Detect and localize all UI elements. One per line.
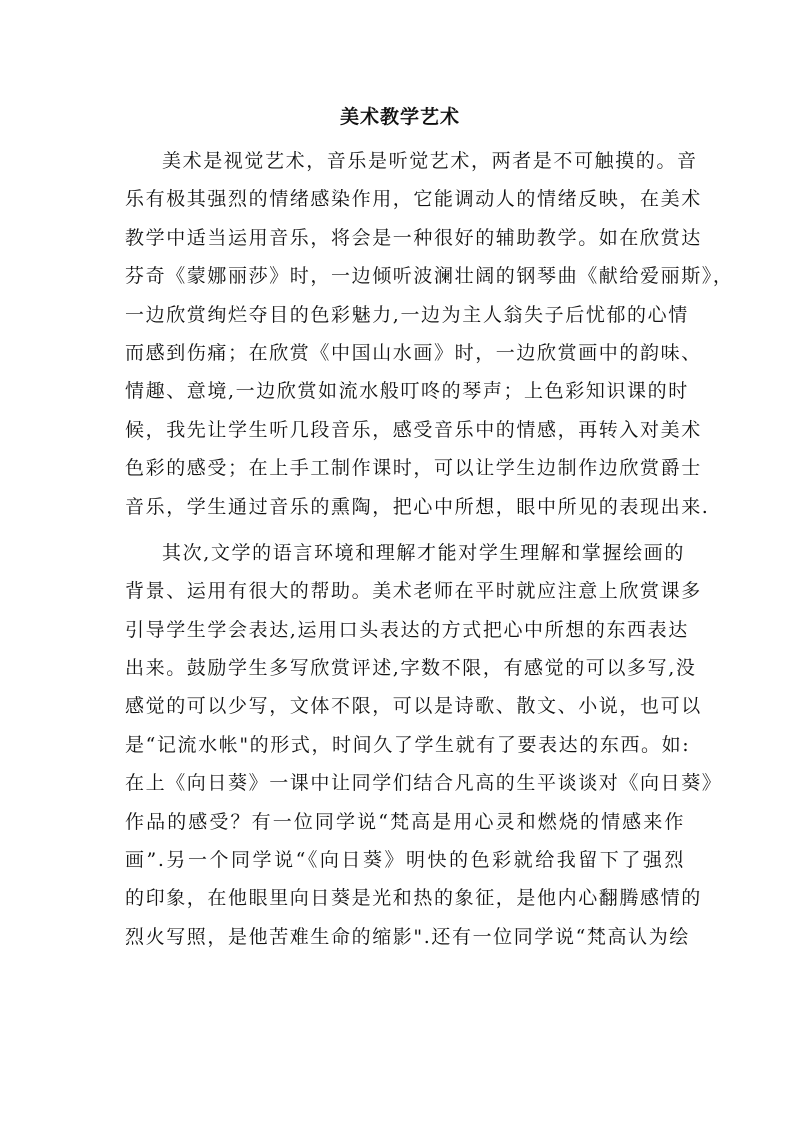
paragraph-line: 美术是视觉艺术，音乐是听觉艺术，两者是不可触摸的。音	[162, 150, 698, 172]
paragraph-1	[125, 142, 734, 526]
paragraph-gap	[125, 526, 685, 534]
document-title: 美术教学艺术	[339, 106, 460, 128]
paragraph-line: 其次,文学的语言环境和理解才能对学生理解和掌握绘画的	[162, 541, 685, 564]
paragraph-line: 候，我先让学生听几段音乐，感受音乐中的情感，再转入对美术	[125, 418, 702, 441]
paragraph-line: 而感到伤痛；在欣赏《中国山水画》时，一边欣赏画中的韵味、	[125, 341, 702, 364]
paragraph-line: 是“记流水帐"的形式，时间久了学生就有了要表达的东西。如:	[125, 733, 691, 756]
paragraph-line: 背景、运用有很大的帮助。美术老师在平时就应注意上欣赏课多	[125, 580, 702, 603]
paragraph-line: 一边欣赏绚烂夺目的色彩魅力,一边为主人翁失子后忧郁的心情	[125, 303, 689, 326]
paragraph-line: 乐有极其强烈的情绪感染作用，它能调动人的情绪反映，在美术	[125, 188, 702, 211]
paragraph-line: 音乐，学生通过音乐的熏陶，把心中所想，眼中所见的表现出来.	[125, 495, 710, 518]
paragraph-2	[125, 534, 723, 956]
paragraph-line: 的印象，在他眼里向日葵是光和热的象征，是他内心翻腾感情的	[125, 887, 702, 910]
paragraph-line: 在上《向日葵》一课中让同学们结合凡高的生平谈谈对《向日葵》	[125, 772, 723, 795]
paragraph-line: 出来。鼓励学生多写欣赏评述,字数不限，有感觉的可以多写,没	[125, 657, 697, 680]
paragraph-line: 烈火写照，是他苦难生命的缩影".还有一位同学说“梵高认为绘	[125, 925, 690, 948]
paragraph-line: 画”.另一个同学说“《向日葵》明快的色彩就给我留下了强烈	[125, 849, 685, 872]
paragraph-line: 芬奇《蒙娜丽莎》时，一边倾听波澜壮阔的钢琴曲《献给爱丽斯》，	[125, 265, 734, 288]
paragraph-line: 作品的感受？有一位同学说“梵高是用心灵和燃烧的情感来作	[125, 810, 685, 833]
document-body	[125, 142, 734, 956]
paragraph-line: 情趣、意境,一边欣赏如流水般叮咚的琴声；上色彩知识课的时	[125, 380, 689, 403]
paragraph-line: 感觉的可以少写，文体不限，可以是诗歌、散文、小说，也可以	[125, 695, 702, 718]
paragraph-line: 引导学生学会表达,运用口头表达的方式把心中所想的东西表达	[125, 618, 689, 641]
paragraph-line: 教学中适当运用音乐，将会是一种很好的辅助教学。如在欣赏达	[125, 226, 702, 249]
paragraph-line: 色彩的感受；在上手工制作课时，可以让学生边制作边欣赏爵士	[125, 457, 702, 480]
